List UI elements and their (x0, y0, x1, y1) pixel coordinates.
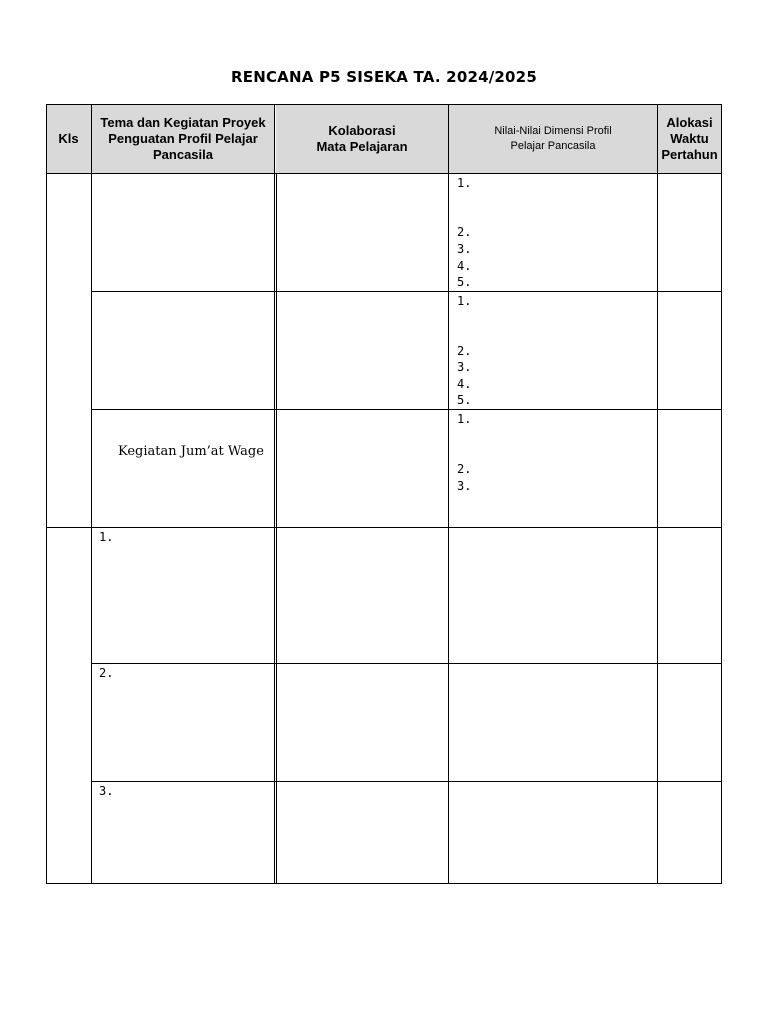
nilai-item: 2. (457, 225, 472, 239)
column-divider (274, 104, 275, 884)
nilai-item: 5. (457, 275, 472, 289)
header-alokasi: Alokasi Waktu Pertahun (658, 104, 721, 174)
nilai-item: 3. (457, 360, 472, 374)
column-divider (448, 104, 449, 884)
nilai-item: 5. (457, 393, 472, 407)
table-border-right (721, 104, 722, 884)
header-kolaborasi: Kolaborasi Mata Pelajaran (276, 104, 448, 174)
row-divider (91, 291, 722, 292)
column-divider (657, 104, 658, 884)
table-border-top (46, 104, 722, 105)
tema-item-number: 1. (99, 530, 114, 544)
page-title: RENCANA P5 SISEKA TA. 2024/2025 (231, 68, 537, 86)
tema-item-number: 3. (99, 784, 114, 798)
nilai-item: 3. (457, 242, 472, 256)
header-kls: Kls (46, 104, 91, 174)
column-divider (91, 104, 92, 884)
nilai-item: 3. (457, 479, 472, 493)
nilai-item: 1. (457, 176, 472, 190)
header-bottom-border (46, 173, 722, 174)
nilai-item: 4. (457, 377, 472, 391)
nilai-item: 2. (457, 462, 472, 476)
nilai-item: 1. (457, 412, 472, 426)
nilai-item: 1. (457, 294, 472, 308)
row-divider (91, 663, 722, 664)
header-tema: Tema dan Kegiatan Proyek Penguatan Profil Pelajar Pancasila (92, 104, 274, 174)
tema-kegiatan-text: Kegiatan Jum’at Wage (118, 444, 264, 459)
table-border-left (46, 104, 47, 884)
row-divider (91, 781, 722, 782)
row-divider (91, 409, 722, 410)
table-border-bottom (46, 883, 722, 884)
nilai-item: 4. (457, 259, 472, 273)
header-nilai: Nilai-Nilai Dimensi Profil Pelajar Pancasila (449, 104, 657, 174)
column-divider (276, 174, 277, 884)
nilai-item: 2. (457, 344, 472, 358)
tema-item-number: 2. (99, 666, 114, 680)
group-divider (46, 527, 722, 528)
